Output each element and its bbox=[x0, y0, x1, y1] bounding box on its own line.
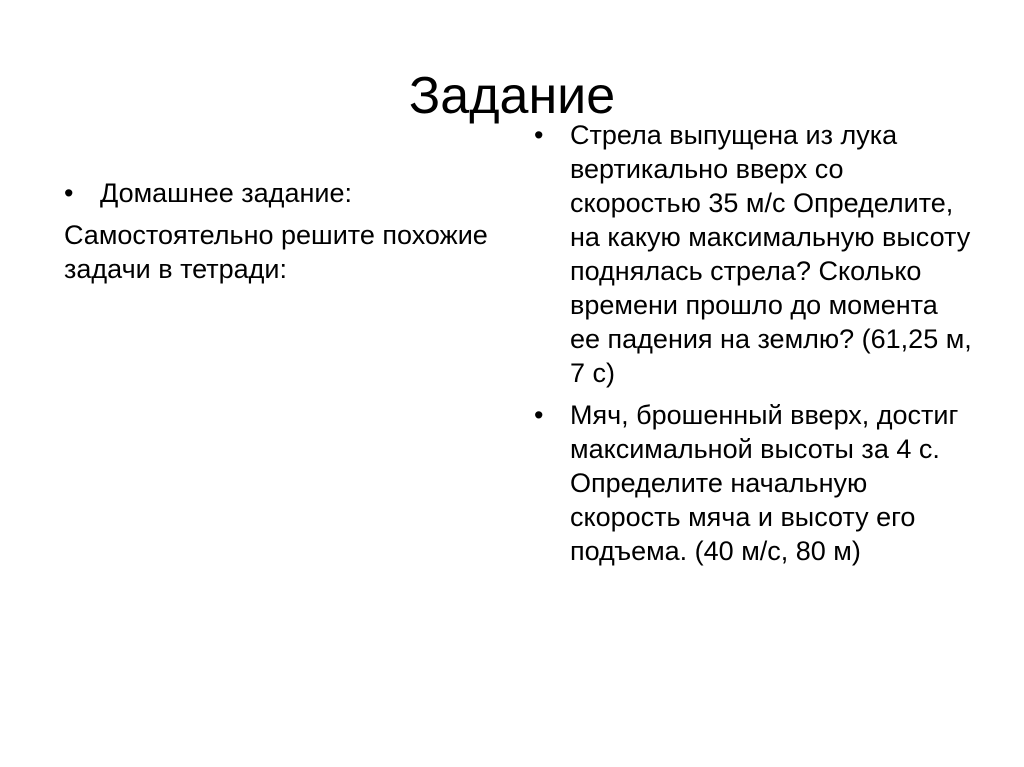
task-ball bbox=[534, 398, 974, 568]
bullet-icon: • bbox=[534, 120, 544, 150]
slide-title: Задание bbox=[408, 67, 616, 125]
bullet-icon: • bbox=[64, 178, 74, 208]
homework-label: Домашнее задание: bbox=[100, 178, 352, 208]
bullet-icon: • bbox=[534, 400, 544, 430]
homework-bullet bbox=[64, 176, 504, 210]
task-arrow-text: Стрела выпущена из лука вертикально вверх со скоростью 35 м/с Определите, на какую максимальную высоту поднялась стрела? Сколько времени прошло до момента ее падения на землю? (61,25 м, 7 с) bbox=[570, 120, 972, 388]
right-column bbox=[534, 118, 974, 576]
task-ball-text: Мяч, брошенный вверх, достиг максимальной высоты за 4 с. Определите начальную скорость мяча и высоту его подъема. (40 м/с, 80 м) bbox=[570, 400, 959, 566]
left-column bbox=[64, 176, 504, 286]
task-arrow bbox=[534, 118, 974, 390]
homework-instructions: Самостоятельно решите похожие задачи в тетради: bbox=[64, 220, 488, 284]
